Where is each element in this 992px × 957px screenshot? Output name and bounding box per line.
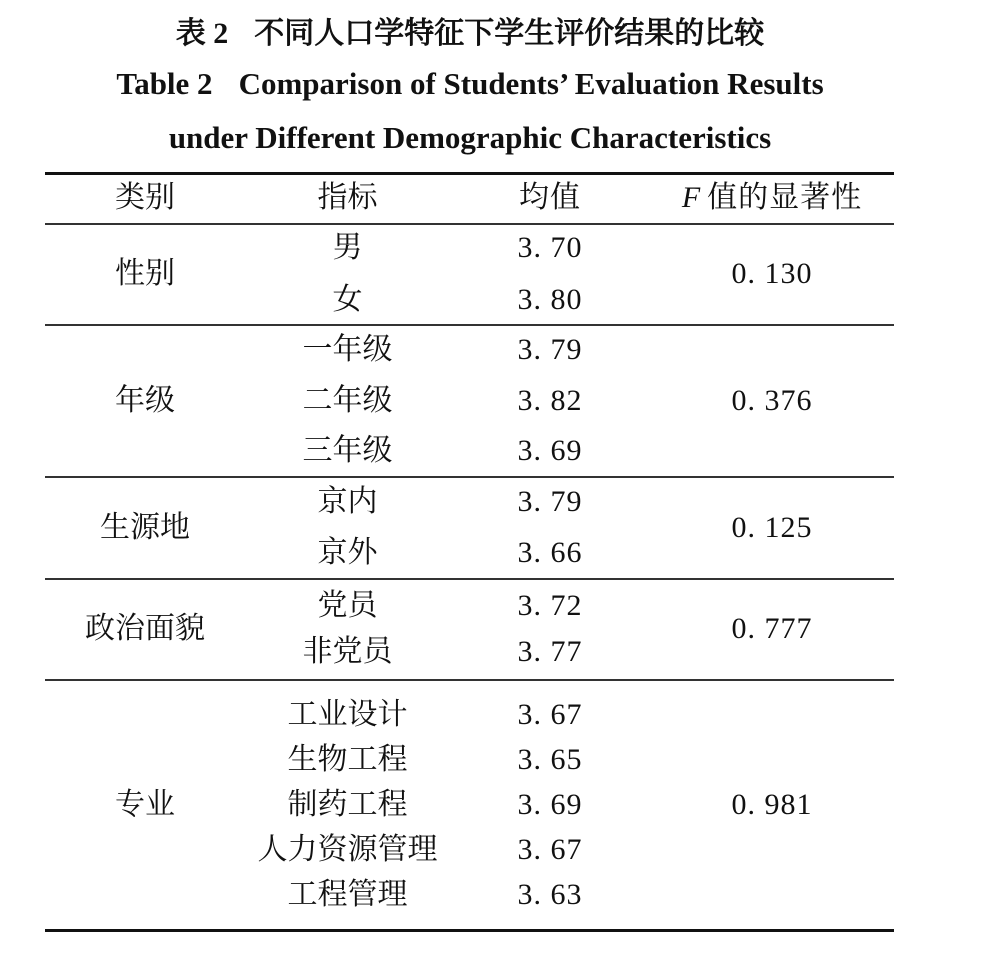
group-f-value-grade: 0. 376 [731,383,813,417]
table-title-english-text-1: Comparison of Students’ Evaluation Results [238,66,824,101]
row-indicator: 京外 [317,535,378,570]
header-mean: 均值 [519,181,581,214]
group-f-value-origin: 0. 125 [731,510,813,544]
row-mean: 3. 66 [517,536,583,569]
group-category-grade: 年级 [115,382,175,418]
group-divider-rule [45,578,894,580]
row-mean: 3. 82 [517,384,583,417]
row-indicator: 工业设计 [287,697,408,732]
table-label-english: Table 2 [116,66,213,101]
row-indicator: 男 [332,230,363,265]
row-mean: 3. 79 [517,333,583,366]
row-mean: 3. 63 [517,878,583,911]
header-rule [45,223,894,225]
group-f-value-major: 0. 981 [731,788,813,821]
row-indicator: 工程管理 [287,877,408,912]
header-category: 类别 [115,180,175,215]
row-mean: 3. 80 [517,283,583,316]
row-indicator: 非党员 [302,634,393,669]
row-mean: 3. 77 [517,635,583,668]
row-mean: 3. 79 [517,485,583,518]
group-category-gender: 性别 [115,256,175,291]
group-f-value-gender: 0. 130 [731,257,813,290]
row-mean: 3. 69 [517,434,583,467]
row-mean: 3. 65 [517,743,583,776]
group-category-political: 政治面貌 [85,611,205,646]
row-indicator: 生物工程 [287,742,408,777]
row-indicator: 京内 [317,484,378,519]
row-indicator: 二年级 [302,383,393,418]
row-indicator: 一年级 [302,332,393,367]
table-title-chinese-text: 不同人口学特征下学生评价结果的比较 [254,16,765,51]
table-title-english-line2: under Different Demographic Characteristics [168,120,772,155]
row-mean: 3. 72 [517,589,583,622]
table-top-rule [45,172,894,175]
table-title-english-line1 [0,66,940,102]
group-divider-rule [45,324,894,326]
header-indicator: 指标 [317,180,378,215]
group-divider-rule [45,476,894,478]
row-indicator: 女 [332,282,363,317]
header-f-symbol: F [681,181,702,214]
table-bottom-rule [45,929,894,932]
table-title-chinese [0,8,940,52]
row-mean: 3. 69 [517,788,583,821]
header-f-significance [650,180,894,216]
row-indicator: 制药工程 [287,787,408,822]
row-mean: 3. 67 [517,698,583,731]
row-indicator: 三年级 [302,433,393,468]
row-indicator: 人力资源管理 [257,832,438,867]
row-mean: 3. 70 [517,231,583,264]
row-mean: 3. 67 [517,833,583,866]
group-f-value-political: 0. 777 [731,612,813,645]
header-f-text: 值的显著性 [707,181,863,214]
group-divider-rule [45,679,894,681]
row-indicator: 党员 [317,588,378,623]
group-category-major: 专业 [115,787,175,822]
table-label-chinese: 表 2 [175,17,229,50]
group-category-origin: 生源地 [100,509,190,545]
